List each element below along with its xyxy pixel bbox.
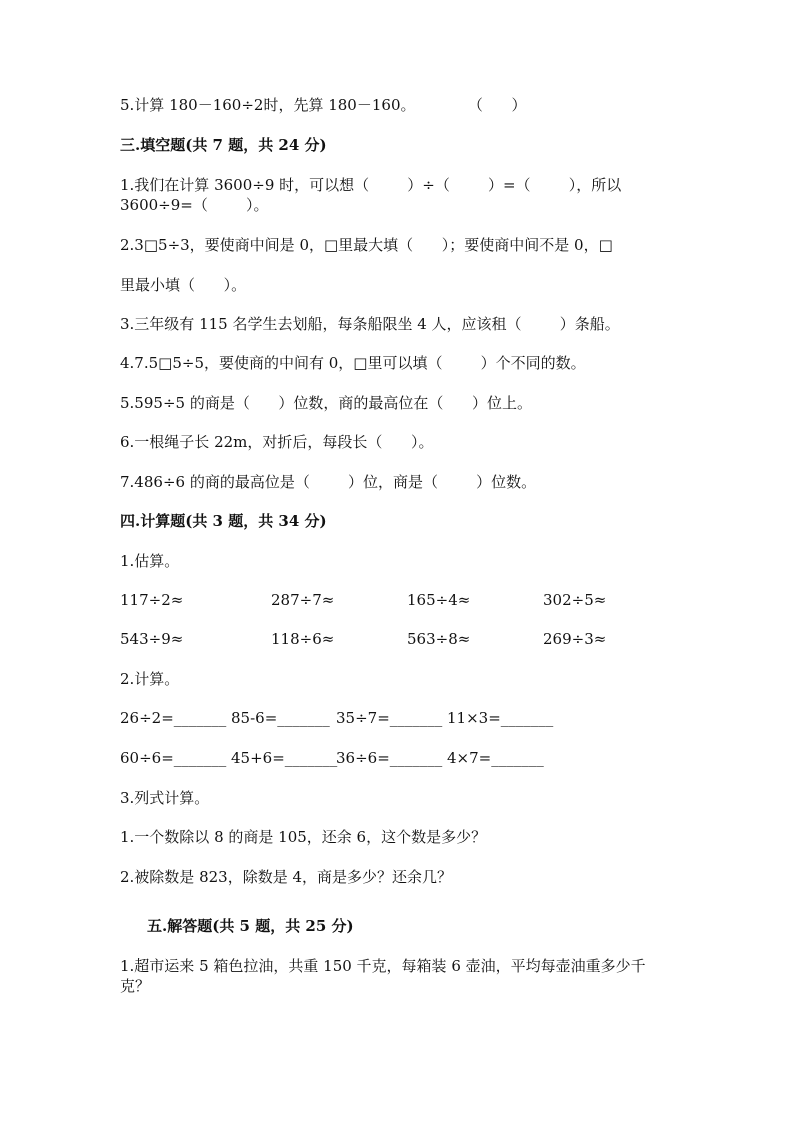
- question-true-false-5: 5.计算 180－160÷2时，先算 180－160。 （ ）: [120, 96, 527, 114]
- fill-question-4: 4.7.5□5÷5，要使商的中间有 0，□里可以填（ ）个不同的数。: [120, 354, 586, 372]
- estimate-item: 563÷8≈: [407, 630, 471, 648]
- estimate-item: 165÷4≈: [407, 591, 471, 609]
- calc-item: 85-6=_______: [231, 709, 330, 727]
- fill-question-2-line1: 2.3□5÷3，要使商中间是 0，□里最大填（ ）；要使商中间不是 0，□: [120, 236, 613, 254]
- fill-question-7: 7.486÷6 的商的最高位是（ ）位，商是（ ）位数。: [120, 473, 537, 491]
- fill-question-2-line2: 里最小填（ ）。: [120, 276, 247, 294]
- section-title-calculation: 四.计算题(共 3 题，共 34 分): [120, 512, 327, 530]
- calc-item: 4×7=_______: [447, 749, 544, 767]
- fill-question-6: 6.一根绳子长 22m，对折后，每段长（ ）。: [120, 433, 434, 451]
- fill-question-1-line2: 3600÷9=（ ）。: [120, 196, 269, 214]
- calc-question-3-title: 3.列式计算。: [120, 789, 210, 807]
- estimate-item: 117÷2≈: [120, 591, 184, 609]
- fill-question-1-line1: 1.我们在计算 3600÷9 时，可以想（ ）÷（ ）=（ ），所以: [120, 176, 622, 194]
- estimate-item: 118÷6≈: [271, 630, 335, 648]
- section-title-word-problems: 五.解答题(共 5 题，共 25 分): [147, 917, 354, 935]
- written-calc-1: 1.一个数除以 8 的商是 105，还余 6，这个数是多少？: [120, 828, 487, 846]
- written-calc-2: 2.被除数是 823，除数是 4，商是多少？还余几？: [120, 868, 453, 886]
- calc-item: 60÷6=_______: [120, 749, 227, 767]
- calc-item: 36÷6=_______: [336, 749, 443, 767]
- estimate-item: 302÷5≈: [543, 591, 607, 609]
- calc-item: 45+6=_______: [231, 749, 338, 767]
- calc-item: 11×3=_______: [447, 709, 554, 727]
- fill-question-5: 5.595÷5 的商是（ ）位数，商的最高位在（ ）位上。: [120, 394, 533, 412]
- estimate-item: 269÷3≈: [543, 630, 607, 648]
- section-title-fill-in: 三.填空题(共 7 题，共 24 分): [120, 136, 327, 154]
- word-problem-1: 1.超市运来 5 箱色拉油，共重 150 千克，每箱装 6 壶油，平均每壶油重多少千克？: [120, 957, 646, 995]
- fill-question-3: 3.三年级有 115 名学生去划船，每条船限坐 4 人，应该租（ ）条船。: [120, 315, 620, 333]
- calc-question-1-title: 1.估算。: [120, 552, 180, 570]
- estimate-item: 543÷9≈: [120, 630, 184, 648]
- calc-question-2-title: 2.计算。: [120, 670, 180, 688]
- calc-item: 35÷7=_______: [336, 709, 443, 727]
- calc-item: 26÷2=_______: [120, 709, 227, 727]
- estimate-item: 287÷7≈: [271, 591, 335, 609]
